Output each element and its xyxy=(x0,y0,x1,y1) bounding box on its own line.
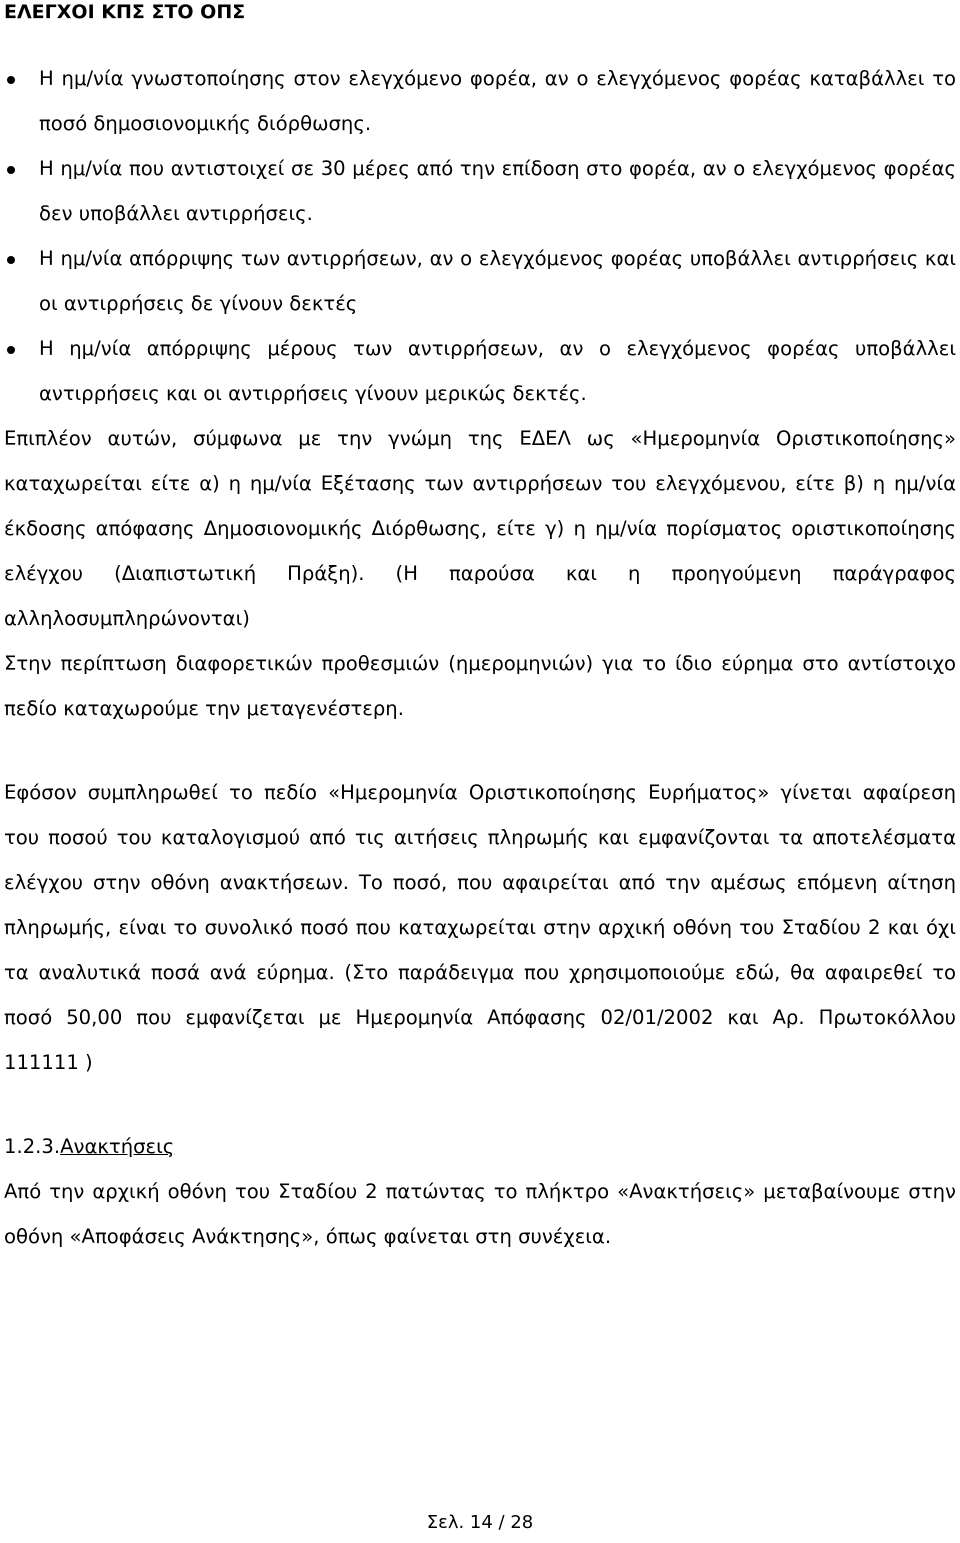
list-item xyxy=(4,236,956,326)
spacer xyxy=(4,731,956,770)
list-item xyxy=(4,326,956,416)
paragraph-different-deadlines: Στην περίπτωση διαφορετικών προθεσμιών (ημερομηνιών) για το ίδιο εύρημα στο αντίστοιχο πεδίο καταχωρούμε την μεταγενέστερη. xyxy=(4,652,956,720)
list-item xyxy=(4,146,956,236)
page-heading: ΕΛΕΓΧΟΙ ΚΠΣ ΣΤΟ ΟΠΣ xyxy=(4,1,246,23)
document-page xyxy=(4,0,956,1259)
spacer xyxy=(4,1085,956,1124)
list-item xyxy=(4,56,956,146)
paragraph-deduction: Εφόσον συμπληρωθεί το πεδίο «Ημερομηνία Οριστικοποίησης Ευρήματος» γίνεται αφαίρεση του ποσού του καταλογισμού από τις αιτήσεις πληρωμής και εμφανίζονται τα αποτελέσματα ελέγχου στην οθόνη ανακτήσεων. Το ποσό, που αφαιρείται από την αμέσως επόμενη αίτηση πληρωμής, είναι το συνολικό ποσό που καταχωρείται στην αρχική οθόνη του Σταδίου 2 και όχι τα αναλυτικά ποσά ανά εύρημα. (Στο παράδειγμα που χρησιμοποιούμε εδώ, θα αφαιρεθεί το ποσό 50,00 που εμφανίζεται με Ημερομηνία Απόφασης 02/01/2002 και Αρ. Πρωτοκόλλου 111111 ) xyxy=(4,781,956,1074)
section-number: 1.2.3. xyxy=(4,1135,61,1158)
list-item-text: Η ημ/νία γνωστοποίησης στον ελεγχόμενο φορέα, αν ο ελεγχόμενος φορέας καταβάλλει το ποσό δημοσιονομικής διόρθωσης. xyxy=(39,67,956,135)
bullet-icon xyxy=(7,76,15,84)
bullet-icon xyxy=(7,256,15,264)
page-number: Σελ. 14 / 28 xyxy=(426,1512,534,1533)
bullet-icon xyxy=(7,346,15,354)
list-item-text: Η ημ/νία απόρριψης μέρους των αντιρρήσεων, αν ο ελεγχόμενος φορέας υποβάλλει αντιρρήσεις και οι αντιρρήσεις γίνουν μερικώς δεκτές. xyxy=(39,337,956,405)
list-item-text: Η ημ/νία που αντιστοιχεί σε 30 μέρες από την επίδοση στο φορέα, αν ο ελεγχόμενος φορέας δεν υποβάλλει αντιρρήσεις. xyxy=(39,157,956,225)
section-title-text: Ανακτήσεις xyxy=(60,1135,175,1158)
bullet-icon xyxy=(7,166,15,174)
paragraph-finalization-date: Επιπλέον αυτών, σύμφωνα με την γνώμη της ΕΔΕΛ ως «Ημερομηνία Οριστικοποίησης» καταχωρείται είτε α) η ημ/νία Εξέτασης των αντιρρήσεων του ελεγχόμενου, είτε β) η ημ/νία έκδοσης απόφασης Δημοσιονομικής Διόρθωσης, είτε γ) η ημ/νία πορίσματος οριστικοποίησης ελέγχου (Διαπιστωτική Πράξη). (Η παρούσα και η προηγούμενη παράγραφος αλληλοσυμπληρώνονται) xyxy=(4,427,956,630)
date-rules-list xyxy=(4,56,956,416)
section-title xyxy=(4,1124,956,1169)
paragraph-recoveries: Από την αρχική οθόνη του Σταδίου 2 πατώντας το πλήκτρο «Ανακτήσεις» μεταβαίνουμε στην οθόνη «Αποφάσεις Ανάκτησης», όπως φαίνεται στη συνέχεια. xyxy=(4,1180,956,1248)
list-item-text: Η ημ/νία απόρριψης των αντιρρήσεων, αν ο ελεγχόμενος φορέας υποβάλλει αντιρρήσεις και οι αντιρρήσεις δε γίνουν δεκτές xyxy=(39,247,956,315)
